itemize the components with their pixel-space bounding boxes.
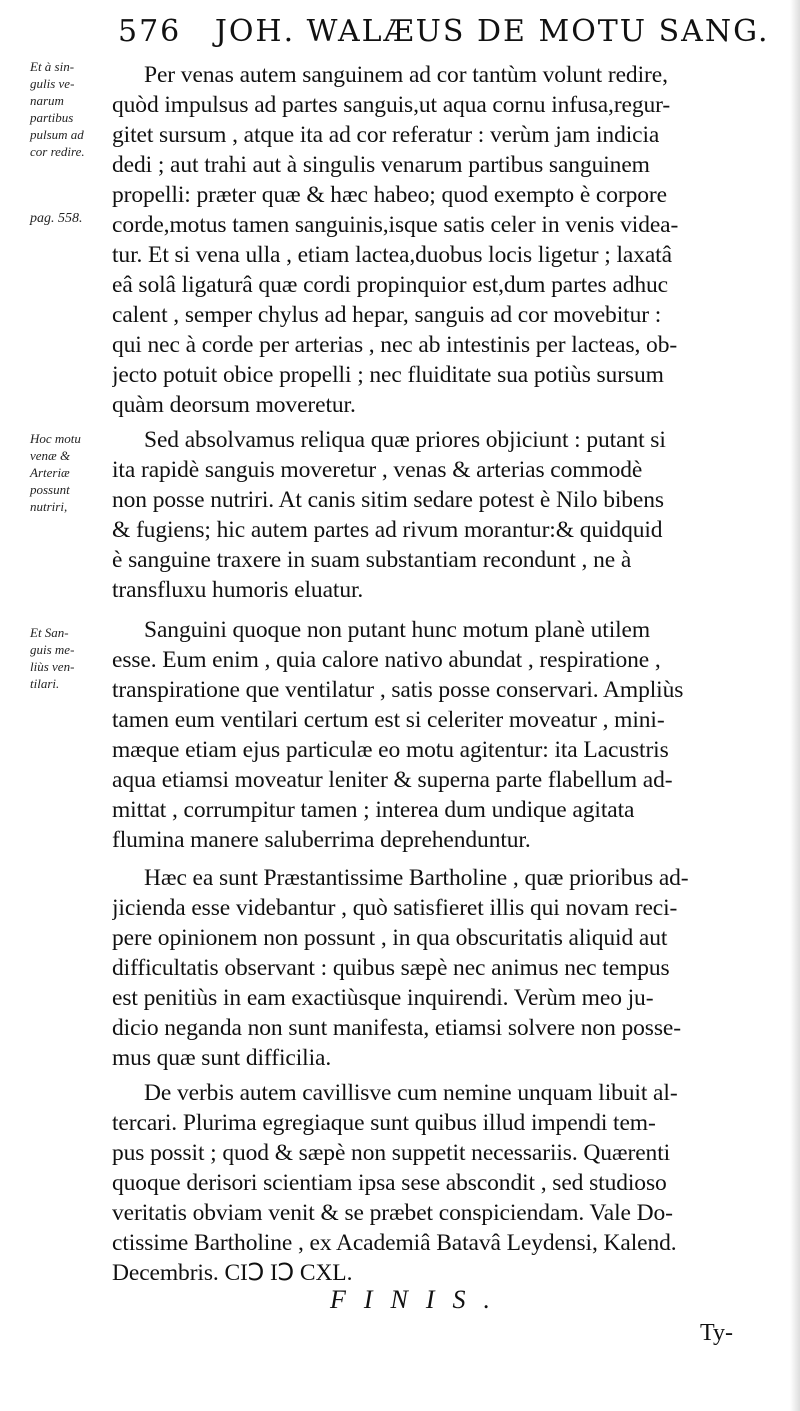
text-line: Per venas autem sanguinem ad cor tantùm volunt redire, xyxy=(144,62,668,88)
text-line: pere opinionem non possunt , in qua obscuritatis aliquid aut xyxy=(112,925,668,951)
text-line: tercari. Plurima egregiaque sunt quibus illud impendi tem- xyxy=(112,1110,656,1136)
text-line: veritatis obviam venit & se præbet conspiciendam. Vale Do- xyxy=(112,1200,673,1226)
text-line: De verbis autem cavillisve cum nemine unquam libuit al- xyxy=(144,1080,678,1106)
text-line: eâ solâ ligaturâ quæ cordi propinquior est,dum partes adhuc xyxy=(112,272,668,298)
text-line: ctissime Bartholine , ex Academiâ Batavâ Leydensi, Kalend. xyxy=(112,1230,677,1256)
margin-note: Et à sin- gulis ve- narum partibus pulsum ad cor redire. xyxy=(30,59,85,159)
text-line: jecto potuit obice propelli ; nec fluiditate sua potiùs sursum xyxy=(112,362,664,388)
text-line: Sed absolvamus reliqua quæ priores objiciunt : putant si xyxy=(144,427,666,453)
text-line: flumina manere saluberrima deprehenduntur. xyxy=(112,827,531,853)
running-header xyxy=(118,14,770,58)
text-line: tur. Et si vena ulla , etiam lactea,duobus locis ligetur ; laxatâ xyxy=(112,242,672,268)
text-line: dedi ; aut trahi aut à singulis venarum partibus sanguinem xyxy=(112,152,650,178)
text-line: jicienda esse videbantur , quò satisfieret illis qui novam reci- xyxy=(112,895,678,921)
running-title: JOH. WALÆUS DE MOTU SANG. xyxy=(214,14,770,49)
text-line: è sanguine traxere in suam substantiam recondunt , ne à xyxy=(112,547,632,573)
catchword: Ty- xyxy=(700,1320,733,1346)
text-line: esse. Eum enim , quia calore nativo abundat , respiratione , xyxy=(112,647,661,673)
text-line: transfluxu humoris eluatur. xyxy=(112,577,364,603)
text-line: propelli: præter quæ & hæc habeo; quod exempto è corpore xyxy=(112,182,667,208)
text-line: corde,motus tamen sanguinis,isque satis celer in venis videa- xyxy=(112,212,679,238)
text-line: gitet sursum , atque ita ad cor referatur : verùm jam indicia xyxy=(112,122,660,148)
page-number: 576 xyxy=(118,14,182,49)
margin-note: Et San- guis me- liùs ven- tilari. xyxy=(30,625,75,691)
text-line: mæque etiam ejus particulæ eo motu agitentur: ita Lacustris xyxy=(112,737,669,763)
finis-mark: FINIS. xyxy=(330,1285,509,1314)
text-line: non posse nutriri. At canis sitim sedare potest è Nilo bibens xyxy=(112,487,664,513)
text-line: & fugiens; hic autem partes ad rivum morantur:& quidquid xyxy=(112,517,663,543)
text-line: mus quæ sunt difficilia. xyxy=(112,1045,332,1071)
text-line: quoque derisori scientiam ipsa sese abscondit , sed studioso xyxy=(112,1170,667,1196)
text-line: quòd impulsus ad partes sanguis,ut aqua cornu infusa,regur- xyxy=(112,92,671,118)
text-line: pus possit ; quod & sæpè non suppetit necessariis. Quærenti xyxy=(112,1140,671,1166)
margin-note: Hoc motu venæ & Arteriæ possunt nutriri, xyxy=(30,431,81,514)
text-line: difficultatis observant : quibus sæpè nec animus nec tempus xyxy=(112,955,670,981)
text-line: Hæc ea sunt Præstantissime Bartholine , quæ prioribus ad- xyxy=(144,865,689,891)
text-line: aqua etiamsi moveatur leniter & superna parte flabellum ad- xyxy=(112,767,673,793)
text-line: est penitiùs in eam exactiùsque inquirendi. Verùm meo ju- xyxy=(112,985,654,1011)
text-line: mittat , corrumpitur tamen ; interea dum undique agitata xyxy=(112,797,635,823)
page-edge-shadow xyxy=(790,0,800,1411)
text-line: transpiratione que ventilatur , satis posse conservari. Ampliùs xyxy=(112,677,684,703)
margin-note: pag. 558. xyxy=(30,211,83,226)
text-line: tamen eum ventilari certum est si celeriter moveatur , mini- xyxy=(112,707,665,733)
text-line: ita rapidè sanguis moveretur , venas & arterias commodè xyxy=(112,457,643,483)
text-line: qui nec à corde per arterias , nec ab intestinis per lacteas, ob- xyxy=(112,332,678,358)
text-line: calent , semper chylus ad hepar, sanguis ad cor movebitur : xyxy=(112,302,662,328)
text-line: quàm deorsum moveretur. xyxy=(112,392,356,418)
text-line: Decembris. CIↃ IↃ CXL. xyxy=(112,1260,353,1286)
text-line: dicio neganda non sunt manifesta, etiamsi solvere non posse- xyxy=(112,1015,681,1041)
text-line: Sanguini quoque non putant hunc motum planè utilem xyxy=(144,617,651,643)
